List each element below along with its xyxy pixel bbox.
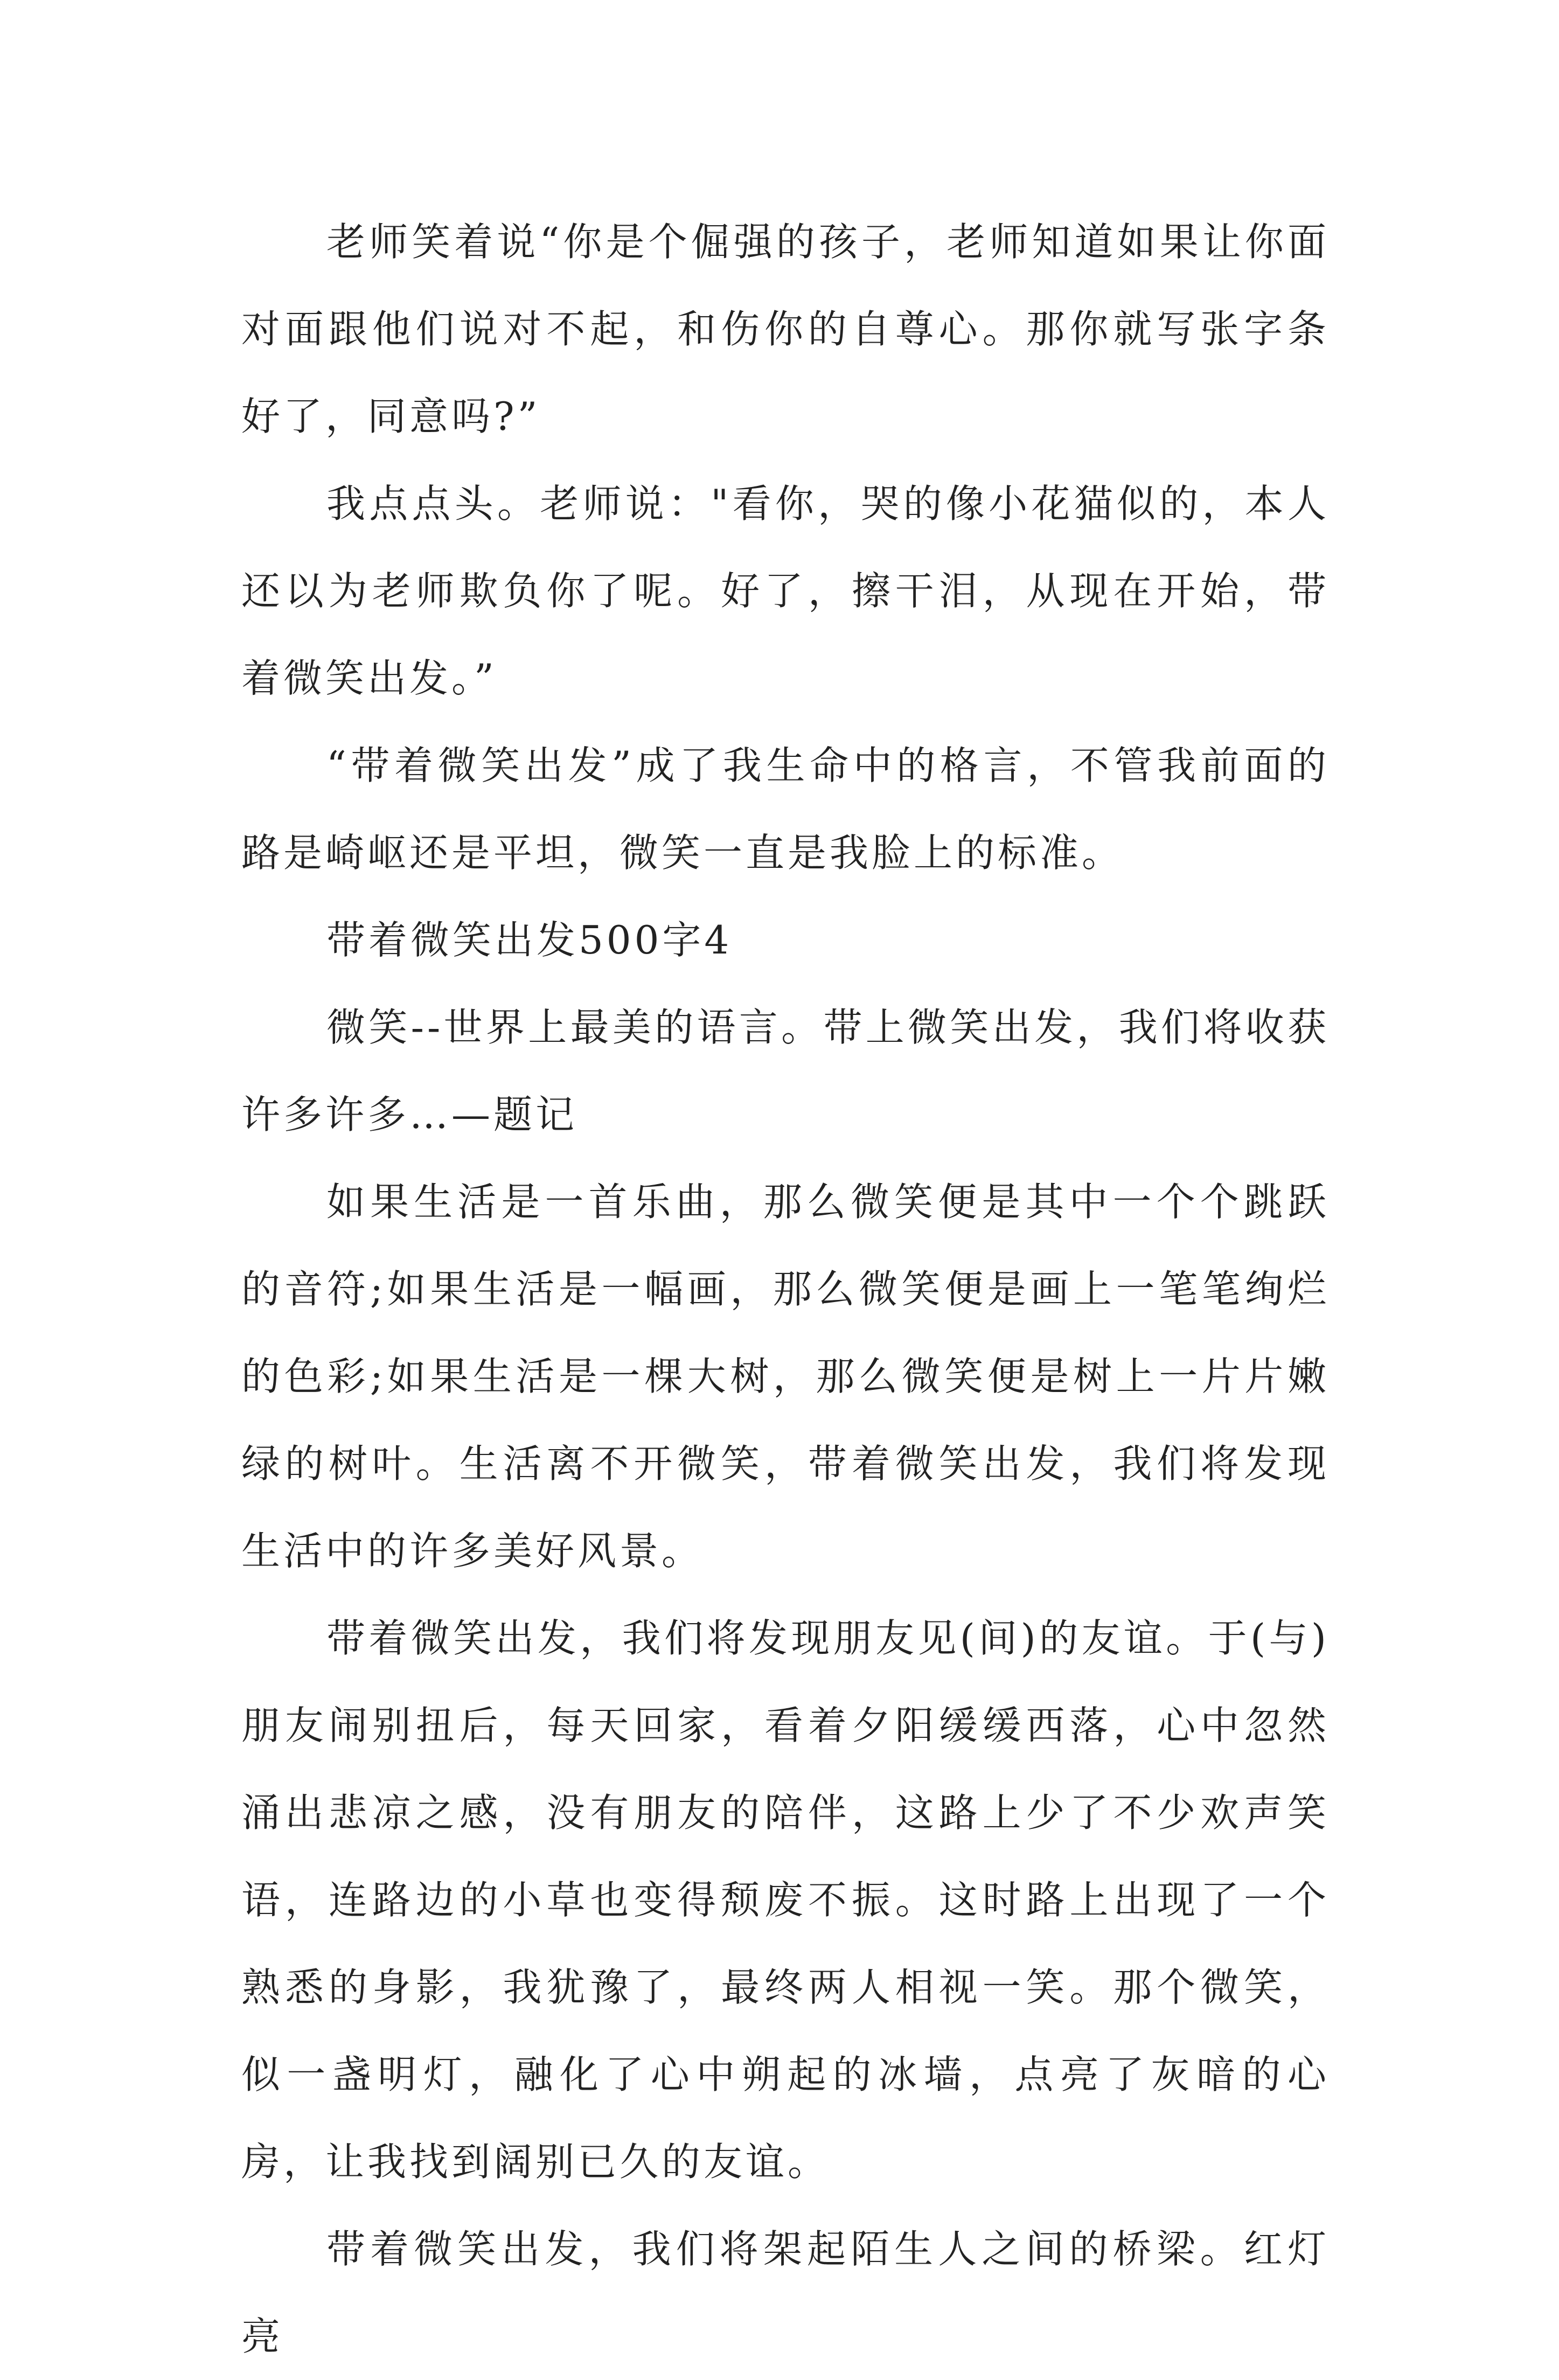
paragraph: 老师笑着说“你是个倔强的孩子，老师知道如果让你面对面跟他们说对不起，和伤你的自尊心。那你就写张字条好了，同意吗?” — [241, 219, 1330, 439]
paragraph: “带着微笑出发”成了我生命中的格言，不管我前面的路是崎岖还是平坦，微笑一直是我脸上的标准。 — [241, 743, 1330, 875]
paragraph: 带着微笑出发，我们将架起陌生人之间的桥梁。红灯亮 — [241, 2226, 1330, 2359]
paragraph: 带着微笑出发，我们将发现朋友见(间)的友谊。于(与)朋友闹别扭后，每天回家，看着夕阳缓缓西落，心中忽然涌出悲凉之感，没有朋友的陪伴，这路上少了不少欢声笑语，连路边的小草也变得颓废不振。这时路上出现了一个熟悉的身影，我犹豫了，最终两人相视一笑。那个微笑，似一盏明灯，融化了心中朔起的冰墙，点亮了灰暗的心房，让我找到阔别已久的友谊。 — [241, 1616, 1330, 2184]
section-heading: 带着微笑出发500字4 — [326, 917, 733, 963]
document-body — [241, 198, 1330, 2380]
paragraph: 微笑--世界上最美的语言。带上微笑出发，我们将收获许多许多…—题记 — [241, 1005, 1330, 1137]
paragraph: 我点点头。老师说："看你，哭的像小花猫似的，本人还以为老师欺负你了呢。好了，擦干泪，从现在开始，带着微笑出发。” — [241, 481, 1330, 701]
paragraph: 如果生活是一首乐曲，那么微笑便是其中一个个跳跃的音符;如果生活是一幅画，那么微笑便是画上一笔笔绚烂的色彩;如果生活是一棵大树，那么微笑便是树上一片片嫩绿的树叶。生活离不开微笑，带着微笑出发，我们将发现生活中的许多美好风景。 — [241, 1179, 1330, 1574]
